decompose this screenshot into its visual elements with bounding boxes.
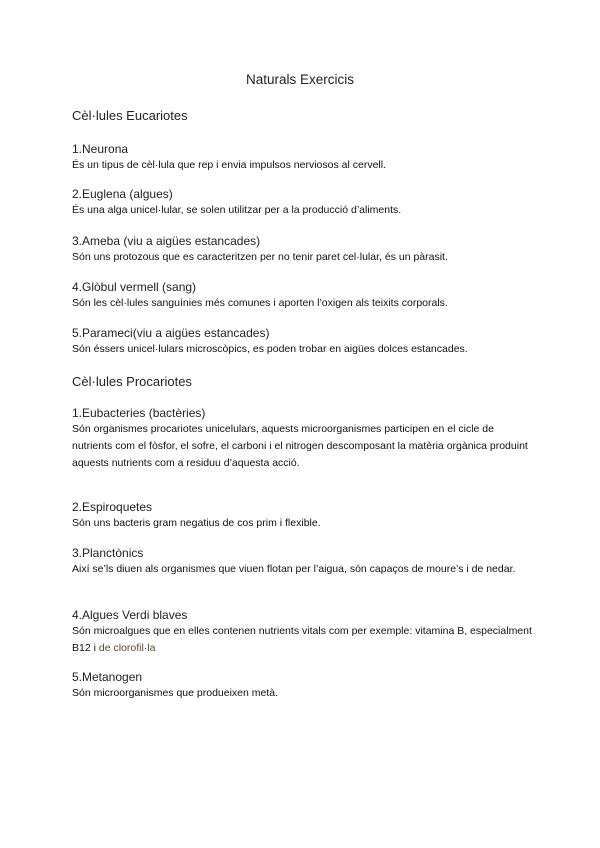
entry-body: Són uns protozous que es caracteritzen per no tenir paret cel·lular, és un pàrasit.	[72, 251, 448, 263]
entry-title: 4.Algues Verdi blaves	[72, 608, 188, 622]
entry-body	[72, 623, 532, 657]
entry-title: 5.Parameci(viu a aigües estancades)	[72, 326, 270, 340]
entry-body: Són les cèl·lules sanguínies més comunes i aporten l’oxigen als teixits corporals.	[72, 297, 448, 309]
section-heading-procariotes: Cèl·lules Procariotes	[72, 374, 192, 389]
section-heading-eucariotes: Cèl·lules Eucariotes	[72, 108, 188, 123]
entry-body: És una alga unicel·lular, se solen utilitzar per a la producció d’aliments.	[72, 204, 402, 216]
entry-body: És un tipus de cèl·lula que rep i envia impulsos nerviosos al cervell.	[72, 159, 386, 171]
entry-planctonics	[72, 546, 532, 578]
entry-title: 3.Planctònics	[72, 546, 144, 560]
entry-neurona	[72, 142, 532, 174]
entry-eubacteries	[72, 406, 532, 472]
entry-title: 1.Neurona	[72, 142, 129, 156]
entry-title: 2.Euglena (algues)	[72, 187, 173, 201]
entry-body: Són organismes procariotes unicelulars, aquests microorganismes participen en el cicle de nutrients com el fòsfor, el sofre, el carboni i el nitrogen descomposant la matèria orgànica produint aquests nutrients com a residuu d’aquesta acció.	[72, 423, 528, 469]
entry-ameba	[72, 234, 532, 266]
entry-body: Són microorganismes que produeixen metà.	[72, 687, 279, 699]
entry-parameci	[72, 326, 532, 358]
entry-body: Són uns bacteris gram negatius de cos prim i flexible.	[72, 517, 321, 529]
entry-body-tail: de clorofil·la	[95, 642, 156, 654]
entry-title: 2.Espiroquetes	[72, 500, 153, 514]
entry-body: Són éssers unicel·lulars microscòpics, es poden trobar en aigües dolces estancades.	[72, 343, 468, 355]
entry-euglena	[72, 187, 532, 219]
entry-title: 5.Metanogen	[72, 670, 143, 684]
entry-espiroquetes	[72, 500, 532, 532]
entry-metanogen	[72, 670, 532, 702]
document-title: Naturals Exercicis	[245, 72, 355, 87]
entry-title: 4.Glòbul vermell (sang)	[72, 280, 197, 294]
entry-algues-verdi-blaves	[72, 608, 532, 657]
entry-body: Així se’ls diuen als organismes que viuen flotan per l’aigua, són capaços de moure’s i de nedar.	[72, 563, 516, 575]
entry-globul-vermell	[72, 280, 532, 312]
entry-title: 3.Ameba (viu a aigües estancades)	[72, 234, 261, 248]
entry-body-text: Són microalgues que en elles contenen nutrients vitals com per exemple: vitamina B, especialment B12 i	[72, 625, 532, 654]
entry-title: 1.Eubacteries (bactèries)	[72, 406, 206, 420]
